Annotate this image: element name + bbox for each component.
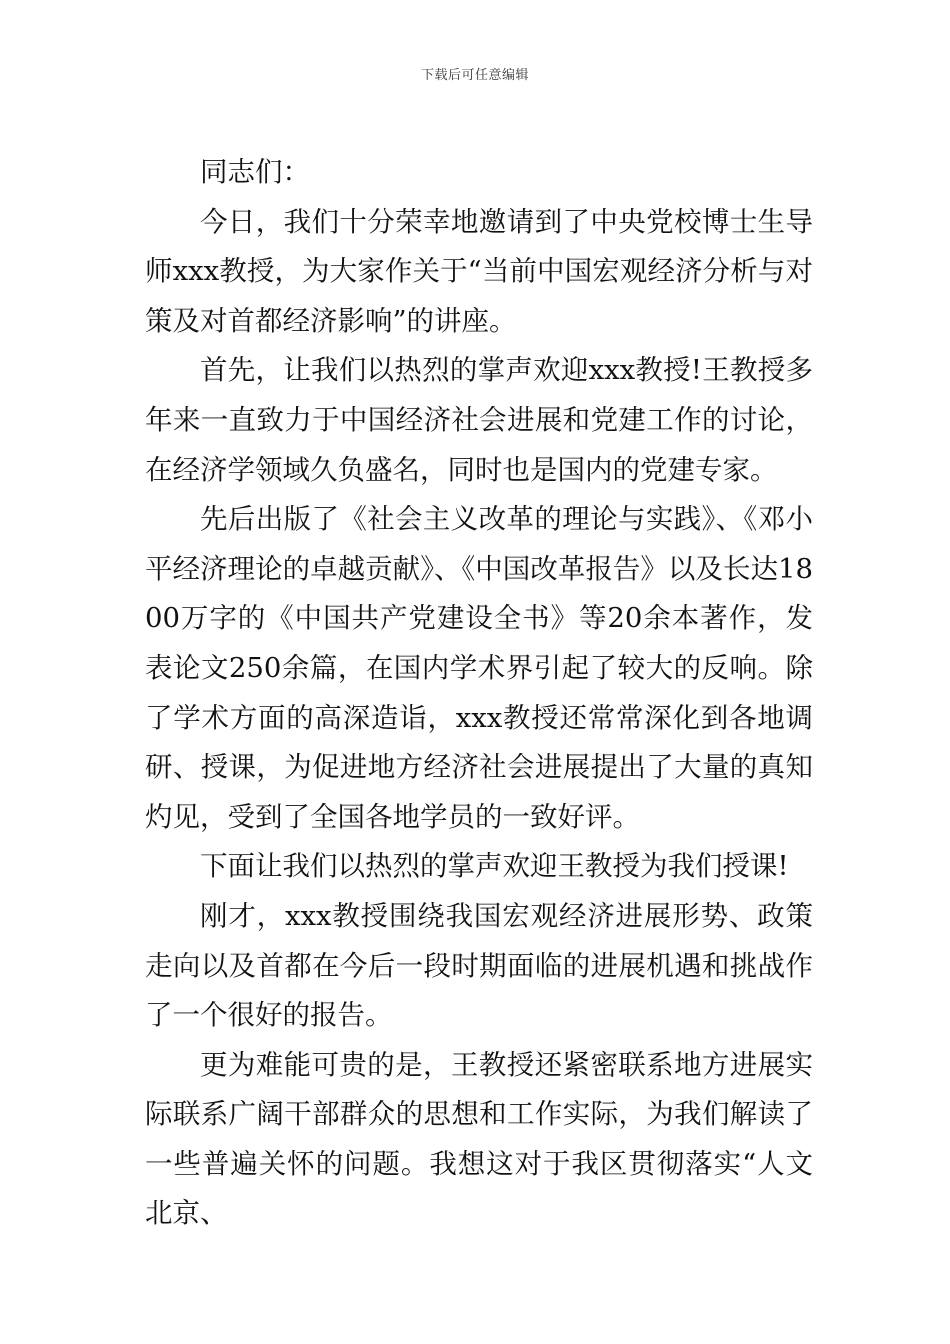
page-header: 下载后可任意编辑: [420, 68, 529, 83]
paragraph: 今日，我们十分荣幸地邀请到了中央党校博士生导师xxx教授，为大家作关于“当前中国宏观经济分析与对策及对首都经济影响”的讲座。: [145, 205, 813, 337]
paragraph: 首先，让我们以热烈的掌声欢迎xxx教授!王教授多年来一直致力于中国经济社会进展和党建工作的讨论，在经济学领域久负盛名，同时也是国内的党建专家。: [145, 354, 813, 486]
paragraph: 下面让我们以热烈的掌声欢迎王教授为我们授课!: [200, 850, 789, 883]
salutation: 同志们：: [200, 156, 310, 188]
document-body: [145, 148, 813, 1239]
paragraph: 更为难能可贵的是，王教授还紧密联系地方进展实际联系广阔干部群众的思想和工作实际，为我们解读了一些普遍关怀的问题。我想这对于我区贯彻落实“人文北京、: [145, 1048, 813, 1230]
paragraph: 先后出版了《社会主义改革的理论与实践》、《邓小平经济理论的卓越贡献》、《中国改革报告》以及长达1800万字的《中国共产党建设全书》等20余本著作，发表论文250余篇，在国内学术界引起了较大的反响。除了学术方面的高深造诣，xxx教授还常常深化到各地调研、授课，为促进地方经济社会进展提出了大量的真知灼见，受到了全国各地学员的一致好评。: [145, 503, 813, 833]
paragraph: 刚才，xxx教授围绕我国宏观经济进展形势、政策走向以及首都在今后一段时期面临的进展机遇和挑战作了一个很好的报告。: [145, 899, 813, 1032]
